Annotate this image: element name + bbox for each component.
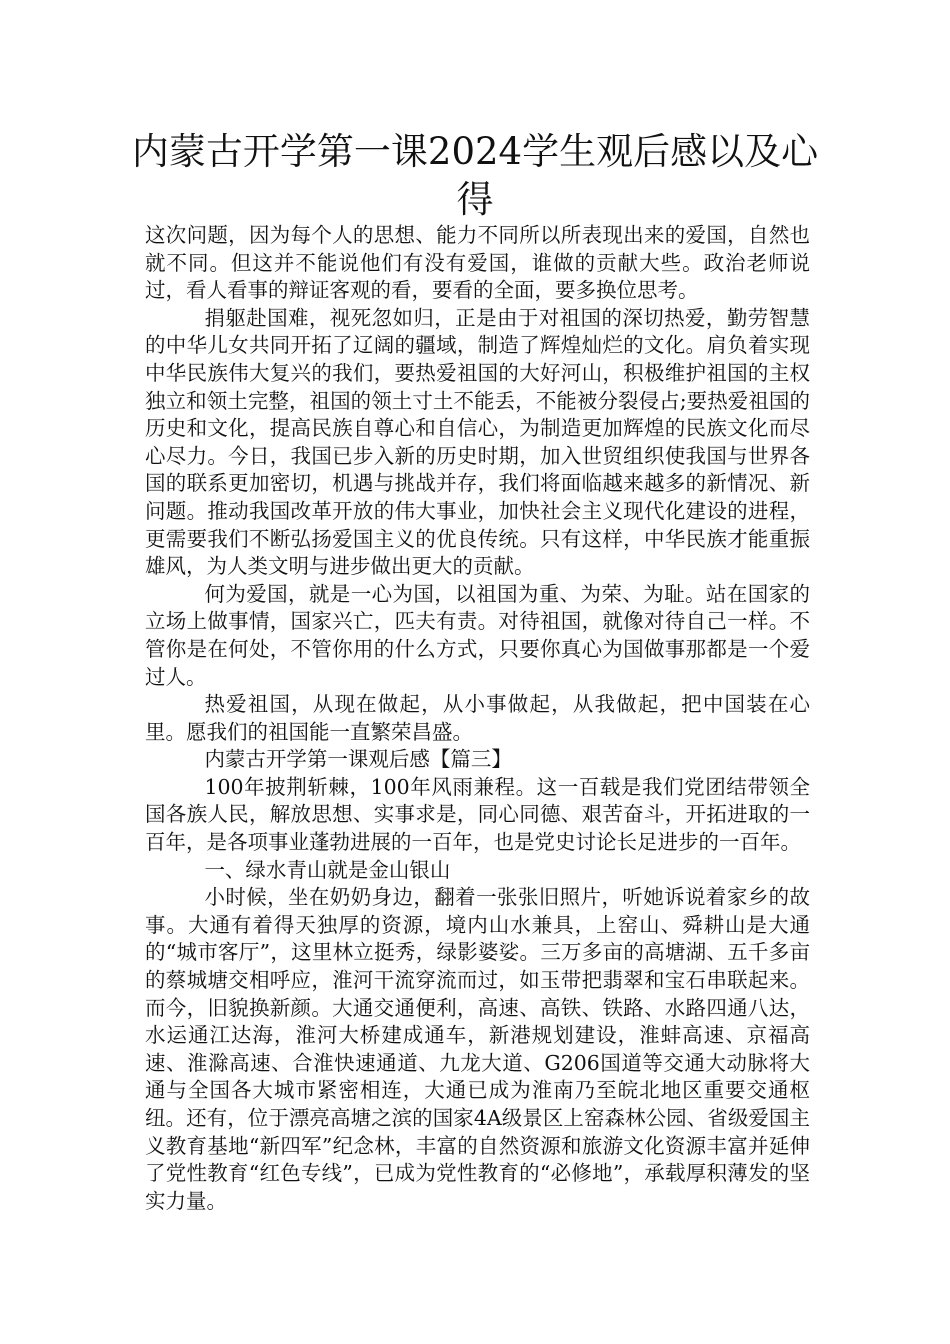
- document-title: 内蒙古开学第一课2024学生观后感以及心得: [131, 130, 819, 221]
- paragraph-4: 热爱祖国，从现在做起，从小事做起，从我做起，把中国装在心里。愿我们的祖国能一直繁荣昌盛。: [145, 692, 810, 744]
- paragraph-6: 小时候，坐在奶奶身边，翻着一张张旧照片，听她诉说着家乡的故事。大通有着得天独厚的资源，境内山水兼具，上窑山、舜耕山是大通的“城市客厅”，这里林立挺秀，绿影婆娑。三万多亩的高塘湖、五千多亩的蔡城塘交相呼应，淮河干流穿流而过，如玉带把翡翠和宝石串联起来。而今，旧貌换新颜。大通交通便利，高速、高铁、铁路、水路四通八达，水运通江达海，淮河大桥建成通车，新港规划建设，淮蚌高速、京福高速、淮滁高速、合淮快速通道、九龙大道、G206国道等交通大动脉将大通与全国各大城市紧密相连，大通已成为淮南乃至皖北地区重要交通枢纽。还有，位于漂亮高塘之滨的国家4A级景区上窑森林公园、省级爱国主义教育基地“新四军”纪念林，丰富的自然资源和旅游文化资源丰富并延伸了党性教育“红色专线”，已成为党性教育的“必修地”，承载厚积薄发的坚实力量。: [145, 885, 810, 1213]
- subheading-one: 一、绿水青山就是金山银山: [204, 857, 451, 882]
- paragraph-2: 捐躯赴国难，视死忽如归，正是由于对祖国的深切热爱，勤劳智慧的中华儿女共同开拓了辽阔的疆域，制造了辉煌灿烂的文化。肩负着实现中华民族伟大复兴的我们，要热爱祖国的大好河山，积极维护祖国的主权独立和领土完整，祖国的领土寸土不能丢，不能被分裂侵占;要热爱祖国的历史和文化，提高民族自尊心和自信心，为制造更加辉煌的民族文化而尽心尽力。今日，我国已步入新的历史时期，加入世贸组织使我国与世界各国的联系更加密切，机遇与挑战并存，我们将面临越来越多的新情况、新问题。推动我国改革开放的伟大事业，加快社会主义现代化建设的进程，更需要我们不断弘扬爱国主义的优良传统。只有这样，中华民族才能重振雄风，为人类文明与进步做出更大的贡献。: [145, 305, 810, 579]
- paragraph-3: 何为爱国，就是一心为国，以祖国为重、为荣、为耻。站在国家的立场上做事情，国家兴亡，匹夫有责。对待祖国，就像对待自己一样。不管你是在何处，不管你用的什么方式，只要你真心为国做事那都是一个爱过人。: [145, 581, 810, 689]
- document-body: [145, 222, 810, 1215]
- paragraph-1: 这次问题，因为每个人的思想、能力不同所以所表现出来的爱国，自然也就不同。但这并不能说他们有没有爱国，谁做的贡献大些。政治老师说过，看人看事的辩证客观的看，要看的全面，要多换位思考。: [145, 223, 810, 303]
- paragraph-5: 100年披荆斩棘，100年风雨兼程。这一百载是我们党团结带领全国各族人民，解放思想、实事求是，同心同德、艰苦奋斗，开拓进取的一百年，是各项事业蓬勃进展的一百年，也是党史讨论长足进步的一百年。: [145, 774, 810, 855]
- section-heading-part-three: 内蒙古开学第一课观后感【篇三】: [204, 747, 512, 772]
